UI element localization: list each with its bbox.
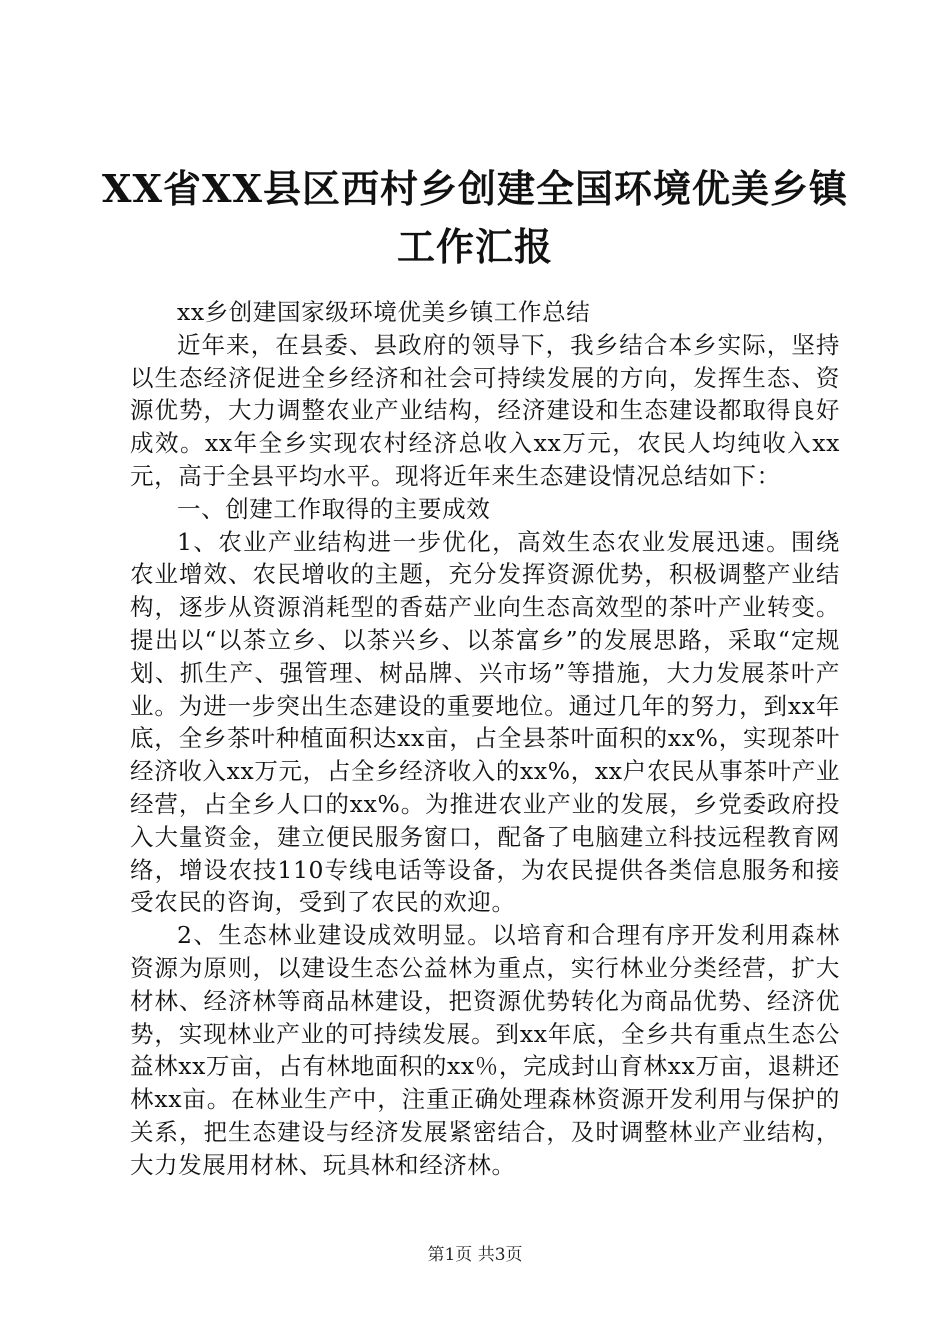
paragraph-intro: 近年来，在县委、县政府的领导下，我乡结合本乡实际，坚持以生态经济促进全乡经济和社会可持续发展的方向，发挥生态、资源优势，大力调整农业产业结构，经济建设和生态建设都取得良好成效。xx年全乡实现农村经济总收入xx万元，农民人均纯收入xx元，高于全县平均水平。现将近年来生态建设情况总结如下： xyxy=(130,330,840,490)
paragraph-subtitle: xx乡创建国家级环境优美乡镇工作总结 xyxy=(177,298,591,326)
paragraph-forestry: 2、生态林业建设成效明显。以培育和合理有序开发利用森林资源为原则，以建设生态公益林为重点，实行林业分类经营，扩大材林、经济林等商品林建设，把资源优势转化为商品优势、经济优势，实现林业产业的可持续发展。到xx年底，全乡共有重点生态公益林xx万亩，占有林地面积的xx％，完成封山育林xx万亩，退耕还林xx亩。在林业生产中，注重正确处理森林资源开发利用与保护的关系，把生态建设与经济发展紧密结合，及时调整林业产业结构，大力发展用材林、玩具林和经济林。 xyxy=(130,921,840,1179)
document-title: XX省XX县区西村乡创建全国环境优美乡镇工作汇报 xyxy=(102,166,848,269)
page-footer: 第1页 共3页 xyxy=(427,1245,523,1265)
paragraph-agriculture: 1、农业产业结构进一步优化，高效生态农业发展迅速。围绕农业增效、农民增收的主题，充分发挥资源优势，积极调整产业结构，逐步从资源消耗型的香菇产业向生态高效型的茶叶产业转变。提出以“以茶立乡、以茶兴乡、以茶富乡”的发展思路，采取“定规划、抓生产、强管理、树品牌、兴市场”等措施，大力发展茶叶产业。为进一步突出生态建设的重要地位。通过几年的努力，到xx年底，全乡茶叶种植面积达xx亩，占全县茶叶面积的xx%，实现茶叶经济收入xx万元，占全乡经济收入的xx%，xx户农民从事茶叶产业经营，占全乡人口的xx%。为推进农业产业的发展，乡党委政府投入大量资金，建立便民服务窗口，配备了电脑建立科技远程教育网络，增设农技110专线电话等设备，为农民提供各类信息服务和接受农民的咨询，受到了农民的欢迎。 xyxy=(130,527,840,917)
document-body xyxy=(130,296,840,1182)
section-heading: 一、创建工作取得的主要成效 xyxy=(177,494,491,523)
